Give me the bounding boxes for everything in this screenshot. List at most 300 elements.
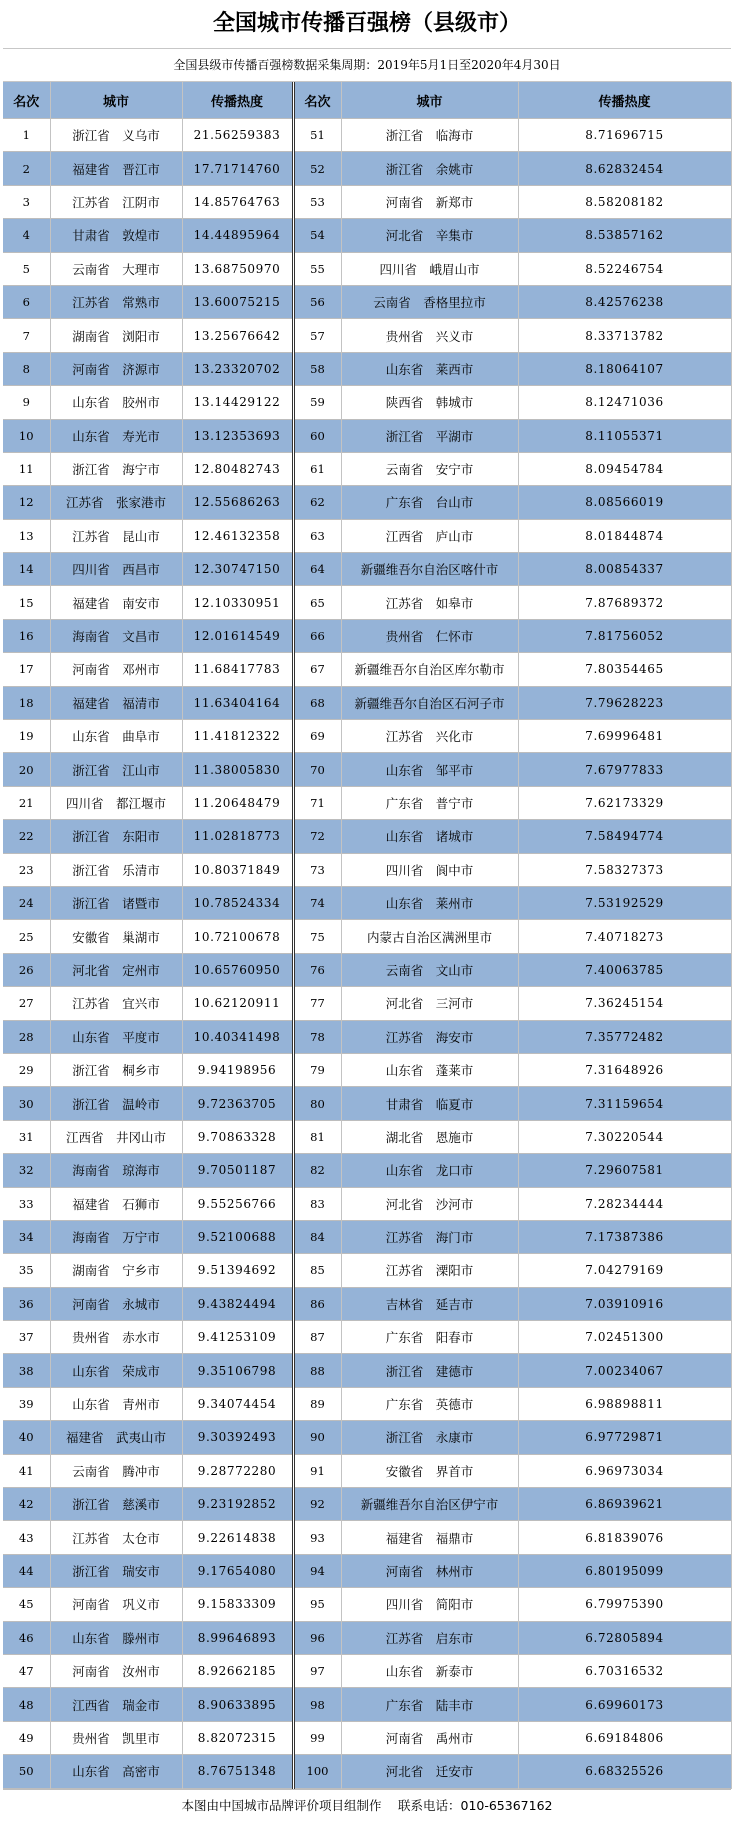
table-row (3, 753, 731, 786)
heat-cell: 12.01614549 (182, 619, 293, 652)
rank-cell: 47 (3, 1654, 50, 1687)
heat-cell: 8.08566019 (518, 486, 731, 519)
city-cell: 广东省 陆丰市 (341, 1688, 518, 1721)
heat-cell: 6.70316532 (518, 1654, 731, 1687)
rank-cell: 93 (293, 1521, 341, 1554)
heat-cell: 8.42576238 (518, 285, 731, 318)
rank-cell: 24 (3, 886, 50, 919)
rank-cell: 70 (293, 753, 341, 786)
city-cell: 山东省 莱州市 (341, 886, 518, 919)
table-row (3, 920, 731, 953)
rank-cell: 44 (3, 1554, 50, 1587)
rank-cell: 66 (293, 619, 341, 652)
heat-cell: 7.81756052 (518, 619, 731, 652)
rank-cell: 5 (3, 252, 50, 285)
heat-cell: 6.81839076 (518, 1521, 731, 1554)
rank-cell: 78 (293, 1020, 341, 1053)
city-cell: 山东省 诸城市 (341, 820, 518, 853)
rank-cell: 77 (293, 987, 341, 1020)
city-cell: 山东省 青州市 (50, 1387, 182, 1420)
city-cell: 浙江省 东阳市 (50, 820, 182, 853)
city-cell: 云南省 大理市 (50, 252, 182, 285)
heat-cell: 6.80195099 (518, 1554, 731, 1587)
city-cell: 浙江省 义乌市 (50, 119, 182, 152)
rank-cell: 6 (3, 285, 50, 318)
rank-cell: 69 (293, 720, 341, 753)
heat-cell: 6.69960173 (518, 1688, 731, 1721)
city-cell: 海南省 万宁市 (50, 1220, 182, 1253)
city-cell: 河南省 新郑市 (341, 185, 518, 218)
heat-cell: 13.60075215 (182, 285, 293, 318)
table-row (3, 686, 731, 719)
city-cell: 山东省 荣成市 (50, 1354, 182, 1387)
heat-cell: 10.62120911 (182, 987, 293, 1020)
city-cell: 浙江省 临海市 (341, 119, 518, 152)
city-cell: 江西省 庐山市 (341, 519, 518, 552)
city-cell: 内蒙古自治区满洲里市 (341, 920, 518, 953)
table-body (3, 119, 731, 1789)
rank-cell: 83 (293, 1187, 341, 1220)
city-cell: 四川省 西昌市 (50, 553, 182, 586)
table-row (3, 1454, 731, 1487)
table-row (3, 1020, 731, 1053)
heat-cell: 6.72805894 (518, 1621, 731, 1654)
city-cell: 河南省 济源市 (50, 352, 182, 385)
rank-cell: 88 (293, 1354, 341, 1387)
city-cell: 福建省 晋江市 (50, 152, 182, 185)
city-cell: 山东省 胶州市 (50, 386, 182, 419)
rank-cell: 72 (293, 820, 341, 853)
heat-cell: 7.40718273 (518, 920, 731, 953)
table-row (3, 853, 731, 886)
heat-cell: 7.35772482 (518, 1020, 731, 1053)
heat-cell: 9.94198956 (182, 1053, 293, 1086)
rank-cell: 31 (3, 1120, 50, 1153)
rank-cell: 19 (3, 720, 50, 753)
table-row (3, 252, 731, 285)
rank-cell: 4 (3, 219, 50, 252)
city-cell: 山东省 曲阜市 (50, 720, 182, 753)
footer-credit: 本图由中国城市品牌评价项目组制作 联系电话：010-65367162 (3, 1789, 731, 1822)
city-cell: 贵州省 仁怀市 (341, 619, 518, 652)
table-row (3, 1721, 731, 1754)
table-row (3, 1154, 731, 1187)
rank-cell: 11 (3, 452, 50, 485)
header-rank-left: 名次 (3, 82, 50, 119)
heat-cell: 9.30392493 (182, 1421, 293, 1454)
rank-cell: 84 (293, 1220, 341, 1253)
rank-cell: 2 (3, 152, 50, 185)
rank-cell: 34 (3, 1220, 50, 1253)
rank-cell: 15 (3, 586, 50, 619)
rank-cell: 23 (3, 853, 50, 886)
table-row (3, 1621, 731, 1654)
heat-cell: 7.04279169 (518, 1254, 731, 1287)
rank-cell: 55 (293, 252, 341, 285)
table-row (3, 619, 731, 652)
city-cell: 福建省 武夷山市 (50, 1421, 182, 1454)
city-cell: 河北省 定州市 (50, 953, 182, 986)
city-cell: 江苏省 海门市 (341, 1220, 518, 1253)
heat-cell: 13.23320702 (182, 352, 293, 385)
heat-cell: 12.55686263 (182, 486, 293, 519)
city-cell: 浙江省 建德市 (341, 1354, 518, 1387)
heat-cell: 9.35106798 (182, 1354, 293, 1387)
table-row (3, 1187, 731, 1220)
rank-cell: 63 (293, 519, 341, 552)
table-row (3, 386, 731, 419)
heat-cell: 9.17654080 (182, 1554, 293, 1587)
heat-cell: 6.68325526 (518, 1755, 731, 1788)
city-cell: 江苏省 如皋市 (341, 586, 518, 619)
table-row (3, 1220, 731, 1253)
heat-cell: 9.70501187 (182, 1154, 293, 1187)
rank-cell: 85 (293, 1254, 341, 1287)
city-cell: 甘肃省 敦煌市 (50, 219, 182, 252)
rank-cell: 73 (293, 853, 341, 886)
rank-cell: 20 (3, 753, 50, 786)
city-cell: 广东省 台山市 (341, 486, 518, 519)
table-row (3, 1688, 731, 1721)
city-cell: 河南省 邓州市 (50, 653, 182, 686)
rank-cell: 52 (293, 152, 341, 185)
city-cell: 浙江省 温岭市 (50, 1087, 182, 1120)
city-cell: 广东省 普宁市 (341, 786, 518, 819)
city-cell: 云南省 文山市 (341, 953, 518, 986)
table-row (3, 653, 731, 686)
rank-cell: 96 (293, 1621, 341, 1654)
table-row (3, 1120, 731, 1153)
heat-cell: 8.82072315 (182, 1721, 293, 1754)
city-cell: 江苏省 兴化市 (341, 720, 518, 753)
city-cell: 贵州省 赤水市 (50, 1321, 182, 1354)
city-cell: 海南省 文昌市 (50, 619, 182, 652)
rank-cell: 8 (3, 352, 50, 385)
header-heat-right: 传播热度 (518, 82, 731, 119)
city-cell: 河南省 汝州市 (50, 1654, 182, 1687)
city-cell: 江苏省 常熟市 (50, 285, 182, 318)
heat-cell: 9.55256766 (182, 1187, 293, 1220)
city-cell: 浙江省 乐清市 (50, 853, 182, 886)
rank-cell: 54 (293, 219, 341, 252)
table-row (3, 1521, 731, 1554)
table-row (3, 786, 731, 819)
table-row (3, 1421, 731, 1454)
city-cell: 广东省 英德市 (341, 1387, 518, 1420)
table-row (3, 1254, 731, 1287)
table-row (3, 1755, 731, 1788)
city-cell: 福建省 南安市 (50, 586, 182, 619)
city-cell: 四川省 都江堰市 (50, 786, 182, 819)
table-row (3, 1287, 731, 1320)
city-cell: 新疆维吾尔自治区喀什市 (341, 553, 518, 586)
heat-cell: 9.70863328 (182, 1120, 293, 1153)
table-row (3, 519, 731, 552)
heat-cell: 8.33713782 (518, 319, 731, 352)
table-row (3, 486, 731, 519)
rank-cell: 30 (3, 1087, 50, 1120)
rank-cell: 40 (3, 1421, 50, 1454)
heat-cell: 21.56259383 (182, 119, 293, 152)
heat-cell: 7.28234444 (518, 1187, 731, 1220)
city-cell: 江苏省 张家港市 (50, 486, 182, 519)
rank-cell: 92 (293, 1488, 341, 1521)
heat-cell: 12.80482743 (182, 452, 293, 485)
heat-cell: 7.67977833 (518, 753, 731, 786)
city-cell: 广东省 阳春市 (341, 1321, 518, 1354)
rank-cell: 7 (3, 319, 50, 352)
rank-cell: 56 (293, 285, 341, 318)
rank-cell: 46 (3, 1621, 50, 1654)
rank-cell: 3 (3, 185, 50, 218)
heat-cell: 9.52100688 (182, 1220, 293, 1253)
city-cell: 甘肃省 临夏市 (341, 1087, 518, 1120)
ranking-sheet (3, 0, 731, 1822)
rank-cell: 80 (293, 1087, 341, 1120)
rank-cell: 16 (3, 619, 50, 652)
city-cell: 浙江省 永康市 (341, 1421, 518, 1454)
city-cell: 浙江省 桐乡市 (50, 1053, 182, 1086)
rank-cell: 89 (293, 1387, 341, 1420)
table-row (3, 352, 731, 385)
heat-cell: 9.51394692 (182, 1254, 293, 1287)
city-cell: 贵州省 兴义市 (341, 319, 518, 352)
rank-cell: 29 (3, 1053, 50, 1086)
data-period-subtitle: 全国县级市传播百强榜数据采集周期：2019年5月1日至2020年4月30日 (3, 49, 731, 82)
city-cell: 陕西省 韩城市 (341, 386, 518, 419)
table-row (3, 1087, 731, 1120)
city-cell: 江西省 井冈山市 (50, 1120, 182, 1153)
table-row (3, 720, 731, 753)
heat-cell: 7.62173329 (518, 786, 731, 819)
table-row (3, 1053, 731, 1086)
heat-cell: 8.71696715 (518, 119, 731, 152)
heat-cell: 10.80371849 (182, 853, 293, 886)
heat-cell: 11.63404164 (182, 686, 293, 719)
rank-cell: 53 (293, 185, 341, 218)
rank-cell: 99 (293, 1721, 341, 1754)
city-cell: 云南省 腾冲市 (50, 1454, 182, 1487)
heat-cell: 9.41253109 (182, 1321, 293, 1354)
heat-cell: 11.38005830 (182, 753, 293, 786)
table-row (3, 1488, 731, 1521)
heat-cell: 6.98898811 (518, 1387, 731, 1420)
city-cell: 新疆维吾尔自治区伊宁市 (341, 1488, 518, 1521)
city-cell: 四川省 峨眉山市 (341, 252, 518, 285)
header-city-right: 城市 (341, 82, 518, 119)
rank-cell: 41 (3, 1454, 50, 1487)
city-cell: 湖南省 浏阳市 (50, 319, 182, 352)
rank-cell: 100 (293, 1755, 341, 1788)
header-city-left: 城市 (50, 82, 182, 119)
city-cell: 福建省 福鼎市 (341, 1521, 518, 1554)
heat-cell: 14.85764763 (182, 185, 293, 218)
heat-cell: 7.69996481 (518, 720, 731, 753)
city-cell: 山东省 莱西市 (341, 352, 518, 385)
heat-cell: 7.00234067 (518, 1354, 731, 1387)
city-cell: 云南省 安宁市 (341, 452, 518, 485)
rank-cell: 98 (293, 1688, 341, 1721)
rank-cell: 27 (3, 987, 50, 1020)
city-cell: 河南省 永城市 (50, 1287, 182, 1320)
city-cell: 山东省 新泰市 (341, 1654, 518, 1687)
city-cell: 贵州省 凯里市 (50, 1721, 182, 1754)
heat-cell: 8.99646893 (182, 1621, 293, 1654)
table-row (3, 152, 731, 185)
table-row (3, 1354, 731, 1387)
city-cell: 浙江省 瑞安市 (50, 1554, 182, 1587)
table-row (3, 553, 731, 586)
rank-cell: 97 (293, 1654, 341, 1687)
rank-cell: 21 (3, 786, 50, 819)
city-cell: 江西省 瑞金市 (50, 1688, 182, 1721)
heat-cell: 9.28772280 (182, 1454, 293, 1487)
heat-cell: 17.71714760 (182, 152, 293, 185)
rank-cell: 48 (3, 1688, 50, 1721)
heat-cell: 6.86939621 (518, 1488, 731, 1521)
rank-cell: 82 (293, 1154, 341, 1187)
city-cell: 安徽省 巢湖市 (50, 920, 182, 953)
heat-cell: 7.80354465 (518, 653, 731, 686)
rank-cell: 33 (3, 1187, 50, 1220)
rank-cell: 61 (293, 452, 341, 485)
table-row (3, 1588, 731, 1621)
heat-cell: 13.14429122 (182, 386, 293, 419)
heat-cell: 8.52246754 (518, 252, 731, 285)
rank-cell: 28 (3, 1020, 50, 1053)
heat-cell: 7.29607581 (518, 1154, 731, 1187)
heat-cell: 9.15833309 (182, 1588, 293, 1621)
rank-cell: 62 (293, 486, 341, 519)
rank-cell: 26 (3, 953, 50, 986)
heat-cell: 8.90633895 (182, 1688, 293, 1721)
rank-cell: 65 (293, 586, 341, 619)
city-cell: 海南省 琼海市 (50, 1154, 182, 1187)
rank-cell: 51 (293, 119, 341, 152)
rank-cell: 35 (3, 1254, 50, 1287)
rank-cell: 87 (293, 1321, 341, 1354)
city-cell: 福建省 福清市 (50, 686, 182, 719)
table-row (3, 219, 731, 252)
city-cell: 新疆维吾尔自治区石河子市 (341, 686, 518, 719)
rank-cell: 94 (293, 1554, 341, 1587)
heat-cell: 9.43824494 (182, 1287, 293, 1320)
city-cell: 江苏省 溧阳市 (341, 1254, 518, 1287)
city-cell: 河北省 迁安市 (341, 1755, 518, 1788)
city-cell: 湖南省 宁乡市 (50, 1254, 182, 1287)
rank-cell: 71 (293, 786, 341, 819)
rank-cell: 74 (293, 886, 341, 919)
city-cell: 江苏省 昆山市 (50, 519, 182, 552)
heat-cell: 6.96973034 (518, 1454, 731, 1487)
heat-cell: 10.65760950 (182, 953, 293, 986)
rank-cell: 13 (3, 519, 50, 552)
heat-cell: 7.31159654 (518, 1087, 731, 1120)
heat-cell: 8.58208182 (518, 185, 731, 218)
rank-cell: 91 (293, 1454, 341, 1487)
table-row (3, 586, 731, 619)
page-title: 全国城市传播百强榜（县级市） (3, 0, 731, 49)
heat-cell: 8.11055371 (518, 419, 731, 452)
heat-cell: 8.12471036 (518, 386, 731, 419)
heat-cell: 11.41812322 (182, 720, 293, 753)
city-cell: 河北省 辛集市 (341, 219, 518, 252)
rank-cell: 18 (3, 686, 50, 719)
rank-cell: 37 (3, 1321, 50, 1354)
rank-cell: 39 (3, 1387, 50, 1420)
table-row (3, 1654, 731, 1687)
city-cell: 浙江省 海宁市 (50, 452, 182, 485)
table-header-row (3, 82, 731, 119)
heat-cell: 12.46132358 (182, 519, 293, 552)
heat-cell: 11.02818773 (182, 820, 293, 853)
rank-cell: 1 (3, 119, 50, 152)
header-heat-left: 传播热度 (182, 82, 293, 119)
heat-cell: 7.03910916 (518, 1287, 731, 1320)
city-cell: 山东省 邹平市 (341, 753, 518, 786)
heat-cell: 7.40063785 (518, 953, 731, 986)
rank-cell: 17 (3, 653, 50, 686)
city-cell: 河南省 林州市 (341, 1554, 518, 1587)
table-row (3, 1321, 731, 1354)
rank-cell: 60 (293, 419, 341, 452)
rank-cell: 76 (293, 953, 341, 986)
heat-cell: 7.02451300 (518, 1321, 731, 1354)
rank-cell: 75 (293, 920, 341, 953)
table-row (3, 820, 731, 853)
rank-cell: 67 (293, 653, 341, 686)
rank-cell: 49 (3, 1721, 50, 1754)
city-cell: 山东省 滕州市 (50, 1621, 182, 1654)
city-cell: 江苏省 江阴市 (50, 185, 182, 218)
rank-cell: 12 (3, 486, 50, 519)
city-cell: 河南省 巩义市 (50, 1588, 182, 1621)
rank-cell: 68 (293, 686, 341, 719)
heat-cell: 7.79628223 (518, 686, 731, 719)
table-row (3, 452, 731, 485)
heat-cell: 7.17387386 (518, 1220, 731, 1253)
city-cell: 江苏省 海安市 (341, 1020, 518, 1053)
city-cell: 浙江省 诸暨市 (50, 886, 182, 919)
rank-cell: 43 (3, 1521, 50, 1554)
city-cell: 云南省 香格里拉市 (341, 285, 518, 318)
table-row (3, 319, 731, 352)
rank-cell: 57 (293, 319, 341, 352)
table-row (3, 185, 731, 218)
city-cell: 河南省 禹州市 (341, 1721, 518, 1754)
rank-cell: 10 (3, 419, 50, 452)
heat-cell: 9.22614838 (182, 1521, 293, 1554)
ranking-table (3, 82, 732, 1789)
heat-cell: 13.25676642 (182, 319, 293, 352)
table-row (3, 886, 731, 919)
rank-cell: 79 (293, 1053, 341, 1086)
rank-cell: 32 (3, 1154, 50, 1187)
heat-cell: 8.09454784 (518, 452, 731, 485)
table-row (3, 1554, 731, 1587)
heat-cell: 6.69184806 (518, 1721, 731, 1754)
city-cell: 安徽省 界首市 (341, 1454, 518, 1487)
heat-cell: 8.76751348 (182, 1755, 293, 1788)
heat-cell: 6.79975390 (518, 1588, 731, 1621)
heat-cell: 8.18064107 (518, 352, 731, 385)
heat-cell: 12.10330951 (182, 586, 293, 619)
city-cell: 河北省 三河市 (341, 987, 518, 1020)
table-row (3, 987, 731, 1020)
city-cell: 吉林省 延吉市 (341, 1287, 518, 1320)
rank-cell: 95 (293, 1588, 341, 1621)
rank-cell: 45 (3, 1588, 50, 1621)
